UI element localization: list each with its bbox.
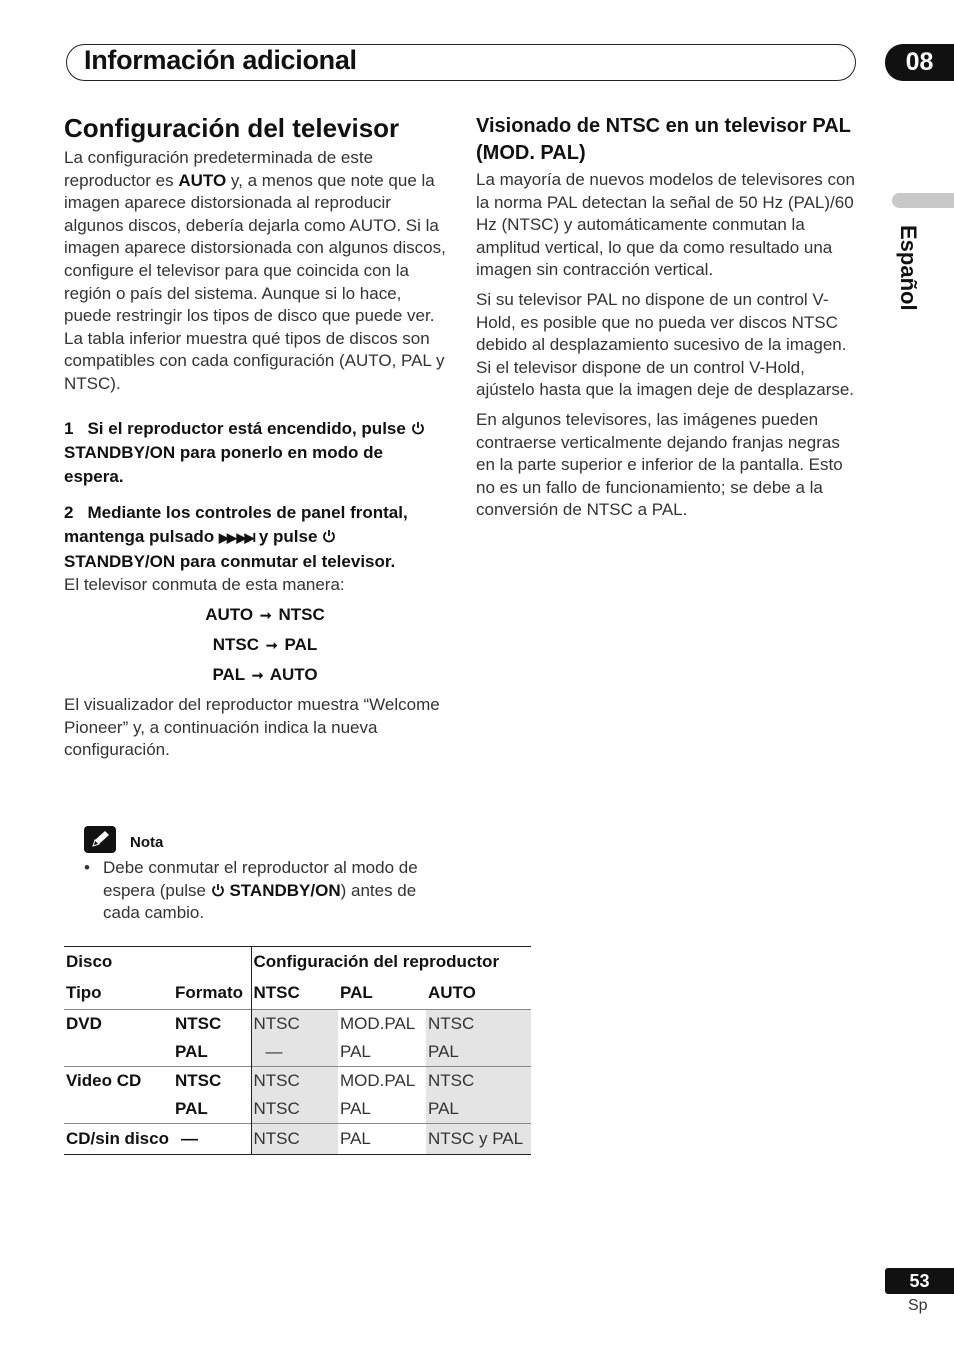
table-row: Video CD NTSC NTSC MOD.PAL NTSC [64, 1067, 531, 1096]
power-icon [322, 529, 336, 543]
header-tipo: Tipo [66, 983, 102, 1002]
table-row: DVD NTSC NTSC MOD.PAL NTSC [64, 1010, 531, 1039]
table-row: CD/sin disco — NTSC PAL NTSC y PAL [64, 1124, 531, 1155]
table-row: PAL NTSC PAL PAL [64, 1095, 531, 1124]
bullet: • [84, 858, 90, 877]
fast-forward-next-icon: ▶▶ ▶▶I [218, 529, 255, 545]
sequence-line: AUTO ➞ NTSC [84, 600, 446, 630]
chapter-badge: 08 [885, 44, 954, 81]
header-pal: PAL [340, 983, 373, 1002]
header-disco: Disco [64, 947, 173, 978]
left-column [64, 113, 446, 762]
subsection-title: Visionado de NTSC en un televisor PAL (MOD. PAL) [476, 115, 851, 164]
arrow-right-icon: ➞ [265, 637, 278, 654]
step-1: 1 Si el reproductor está encendido, pulse STANDBY/ON para ponerlo en modo de espera. [64, 417, 446, 489]
sequence-line: NTSC ➞ PAL [84, 630, 446, 660]
note-pencil-icon [84, 826, 116, 853]
step-number: 2 [64, 502, 74, 522]
arrow-right-icon: ➞ [259, 607, 272, 624]
right-column [476, 113, 860, 522]
table-row: PAL — PAL PAL [64, 1038, 531, 1067]
step-2: 2 Mediante los controles de panel frontal, mantenga pulsado ▶▶ ▶▶I y pulse STANDBY/ON para conmutar el televisor. [64, 502, 408, 571]
intro-paragraph: La configuración predeterminada de este reproductor es AUTO y, a menos que note que la imagen aparece distorsionada al reproducir algunos discos, debería dejarla como AUTO. Si la imagen aparece distorsionada con algunos discos, configure el televisor para que coincida con la región o país del sistema. Aunque si lo hace, puede restringir los tipos de disco que puede ver. La tabla inferior muestra qué tipos de discos son compatibles con cada configuración (AUTO, PAL y NTSC). [64, 148, 446, 393]
header-formato: Formato [175, 983, 243, 1002]
sequence-line: PAL ➞ AUTO [84, 660, 446, 690]
note-title: Nota [130, 834, 164, 851]
switch-text: El televisor conmuta de esta manera: [64, 574, 345, 594]
after-text: El visualizador del reproductor muestra “Welcome Pioneer” y, a continuación indica la nueva configuración. [64, 695, 440, 760]
page-title: Información adicional [84, 45, 357, 75]
power-icon [211, 883, 225, 897]
paragraph-3: En algunos televisores, las imágenes pueden contraerse verticalmente dejando franjas negras en la parte superior e inferior de la pantalla. Esto no es un fallo de funcionamiento; se debe a la conversión de NTSC a PAL. [476, 409, 843, 520]
power-icon [411, 421, 425, 435]
arrow-right-icon: ➞ [251, 667, 264, 684]
switch-sequence [64, 600, 446, 690]
compatibility-table [64, 946, 531, 1155]
page-number: 53 [885, 1268, 954, 1294]
language-tab [892, 193, 954, 208]
note-list [84, 857, 444, 925]
table-header-row [64, 947, 531, 978]
page-language: Sp [908, 1297, 928, 1314]
header-config: Configuración del reproductor [251, 947, 531, 978]
header-ntsc: NTSC [251, 977, 338, 1010]
note-text: Debe conmutar el reproductor al modo de espera (pulse STANDBY/ON) antes de cada cambio. [103, 858, 418, 923]
paragraph-2: Si su televisor PAL no dispone de un control V-Hold, es posible que no pueda ver discos NTSC debido al desplazamiento sucesivo de la imagen. Si el televisor dispone de un control V-Hold, ajústelo hasta que la imagen deje de desplazarse. [476, 289, 855, 400]
section-title: Configuración del televisor [64, 113, 400, 143]
paragraph-1: La mayoría de nuevos modelos de televisores con la norma PAL detectan la señal de 50 Hz (PAL)/60 Hz (NTSC) y automáticamente conmutan la amplitud vertical, lo que da como resultado una imagen sin contracción vertical. [476, 170, 855, 280]
header-auto: AUTO [428, 983, 476, 1002]
table-subheader-row [64, 977, 531, 1010]
step-number: 1 [64, 418, 74, 438]
language-label: Español [896, 225, 921, 311]
